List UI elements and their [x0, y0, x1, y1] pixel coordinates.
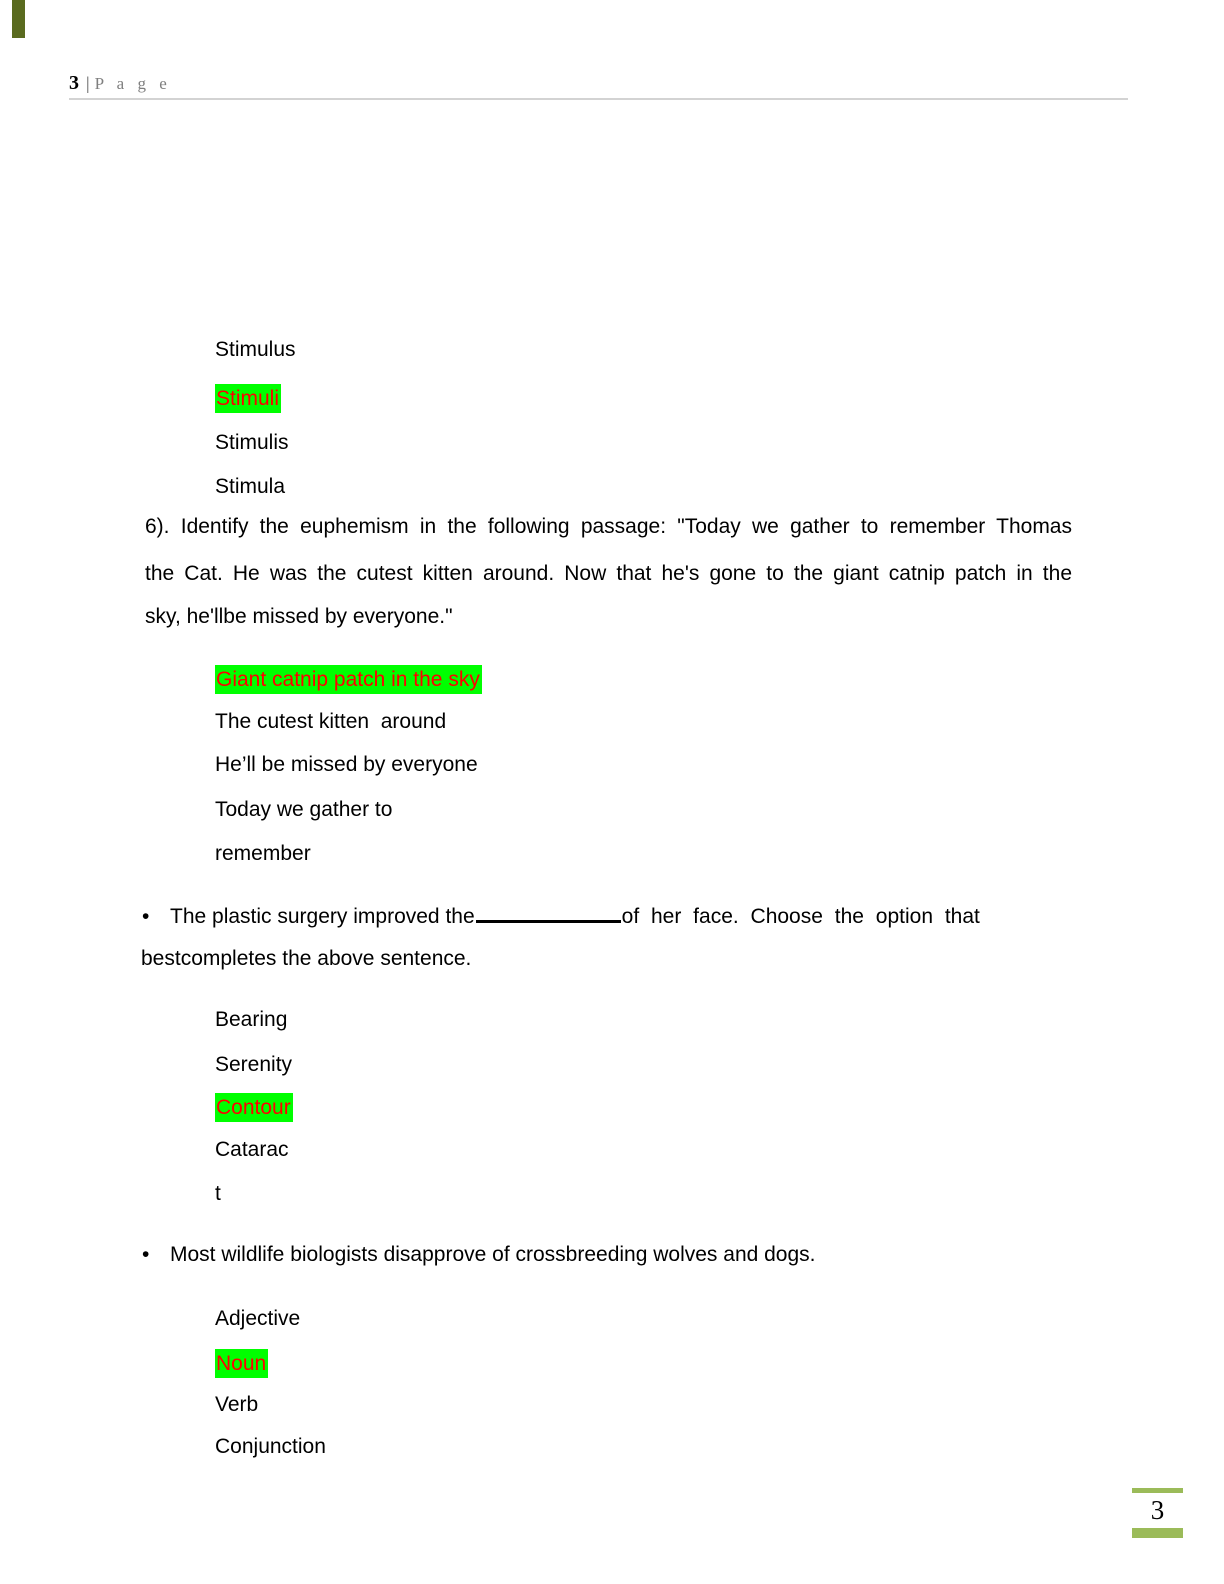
option-remember: remember: [215, 842, 311, 865]
bullet-icon: •: [142, 905, 150, 928]
option-verb: Verb: [215, 1393, 259, 1416]
question6-line3: sky, he'llbe missed by everyone.": [145, 605, 453, 628]
option-noun-highlighted: Noun: [215, 1349, 268, 1378]
footer-page-number-value: 3: [1150, 1495, 1165, 1525]
question6-line1: 6). Identify the euphemism in the following passage: "Today we gather to remember Thomas: [145, 515, 1072, 538]
option-serenity: Serenity: [215, 1053, 293, 1076]
option-conjunction: Conjunction: [215, 1435, 326, 1458]
header-rule: [69, 98, 1128, 100]
option-today-we-gather: Today we gather to: [215, 798, 393, 821]
option-cutest-kitten: The cutest kitten around: [215, 710, 447, 733]
option-bearing: Bearing: [215, 1008, 288, 1031]
bullet-question1-line1: The plastic surgery improved the of her face. Choose the option that: [170, 905, 980, 928]
fill-in-blank-line: [476, 904, 621, 923]
corner-accent-bar: [12, 0, 25, 38]
bullet-question2-text: Most wildlife biologists disapprove of crossbreeding wolves and dogs.: [170, 1243, 816, 1266]
option-stimulis: Stimulis: [215, 431, 289, 454]
header-separator: |: [86, 73, 90, 93]
bullet-icon: •: [142, 1243, 150, 1266]
option-catarac-t: t: [215, 1182, 221, 1205]
footer-accent-bar-bottom: [1132, 1528, 1183, 1538]
header-page-number: 3: [69, 72, 79, 94]
question6-line2: the Cat. He was the cutest kitten around. Now that he's gone to the giant catnip patch in the: [145, 562, 1072, 585]
option-contour-highlighted: Contour: [215, 1093, 293, 1122]
footer-page-number: [1132, 1488, 1183, 1538]
option-missed-by-everyone: He’ll be missed by everyone: [215, 753, 478, 776]
option-giant-catnip-highlighted: Giant catnip patch in the sky: [215, 665, 482, 694]
option-adjective: Adjective: [215, 1307, 301, 1330]
option-stimulus: Stimulus: [215, 338, 296, 361]
page-header: [69, 72, 171, 95]
bullet-question1-line2: bestcompletes the above sentence.: [141, 947, 472, 970]
option-catarac: Catarac: [215, 1138, 289, 1161]
option-stimuli-highlighted: Stimuli: [215, 384, 281, 413]
header-page-label: P a g e: [94, 74, 172, 93]
option-stimula: Stimula: [215, 475, 286, 498]
